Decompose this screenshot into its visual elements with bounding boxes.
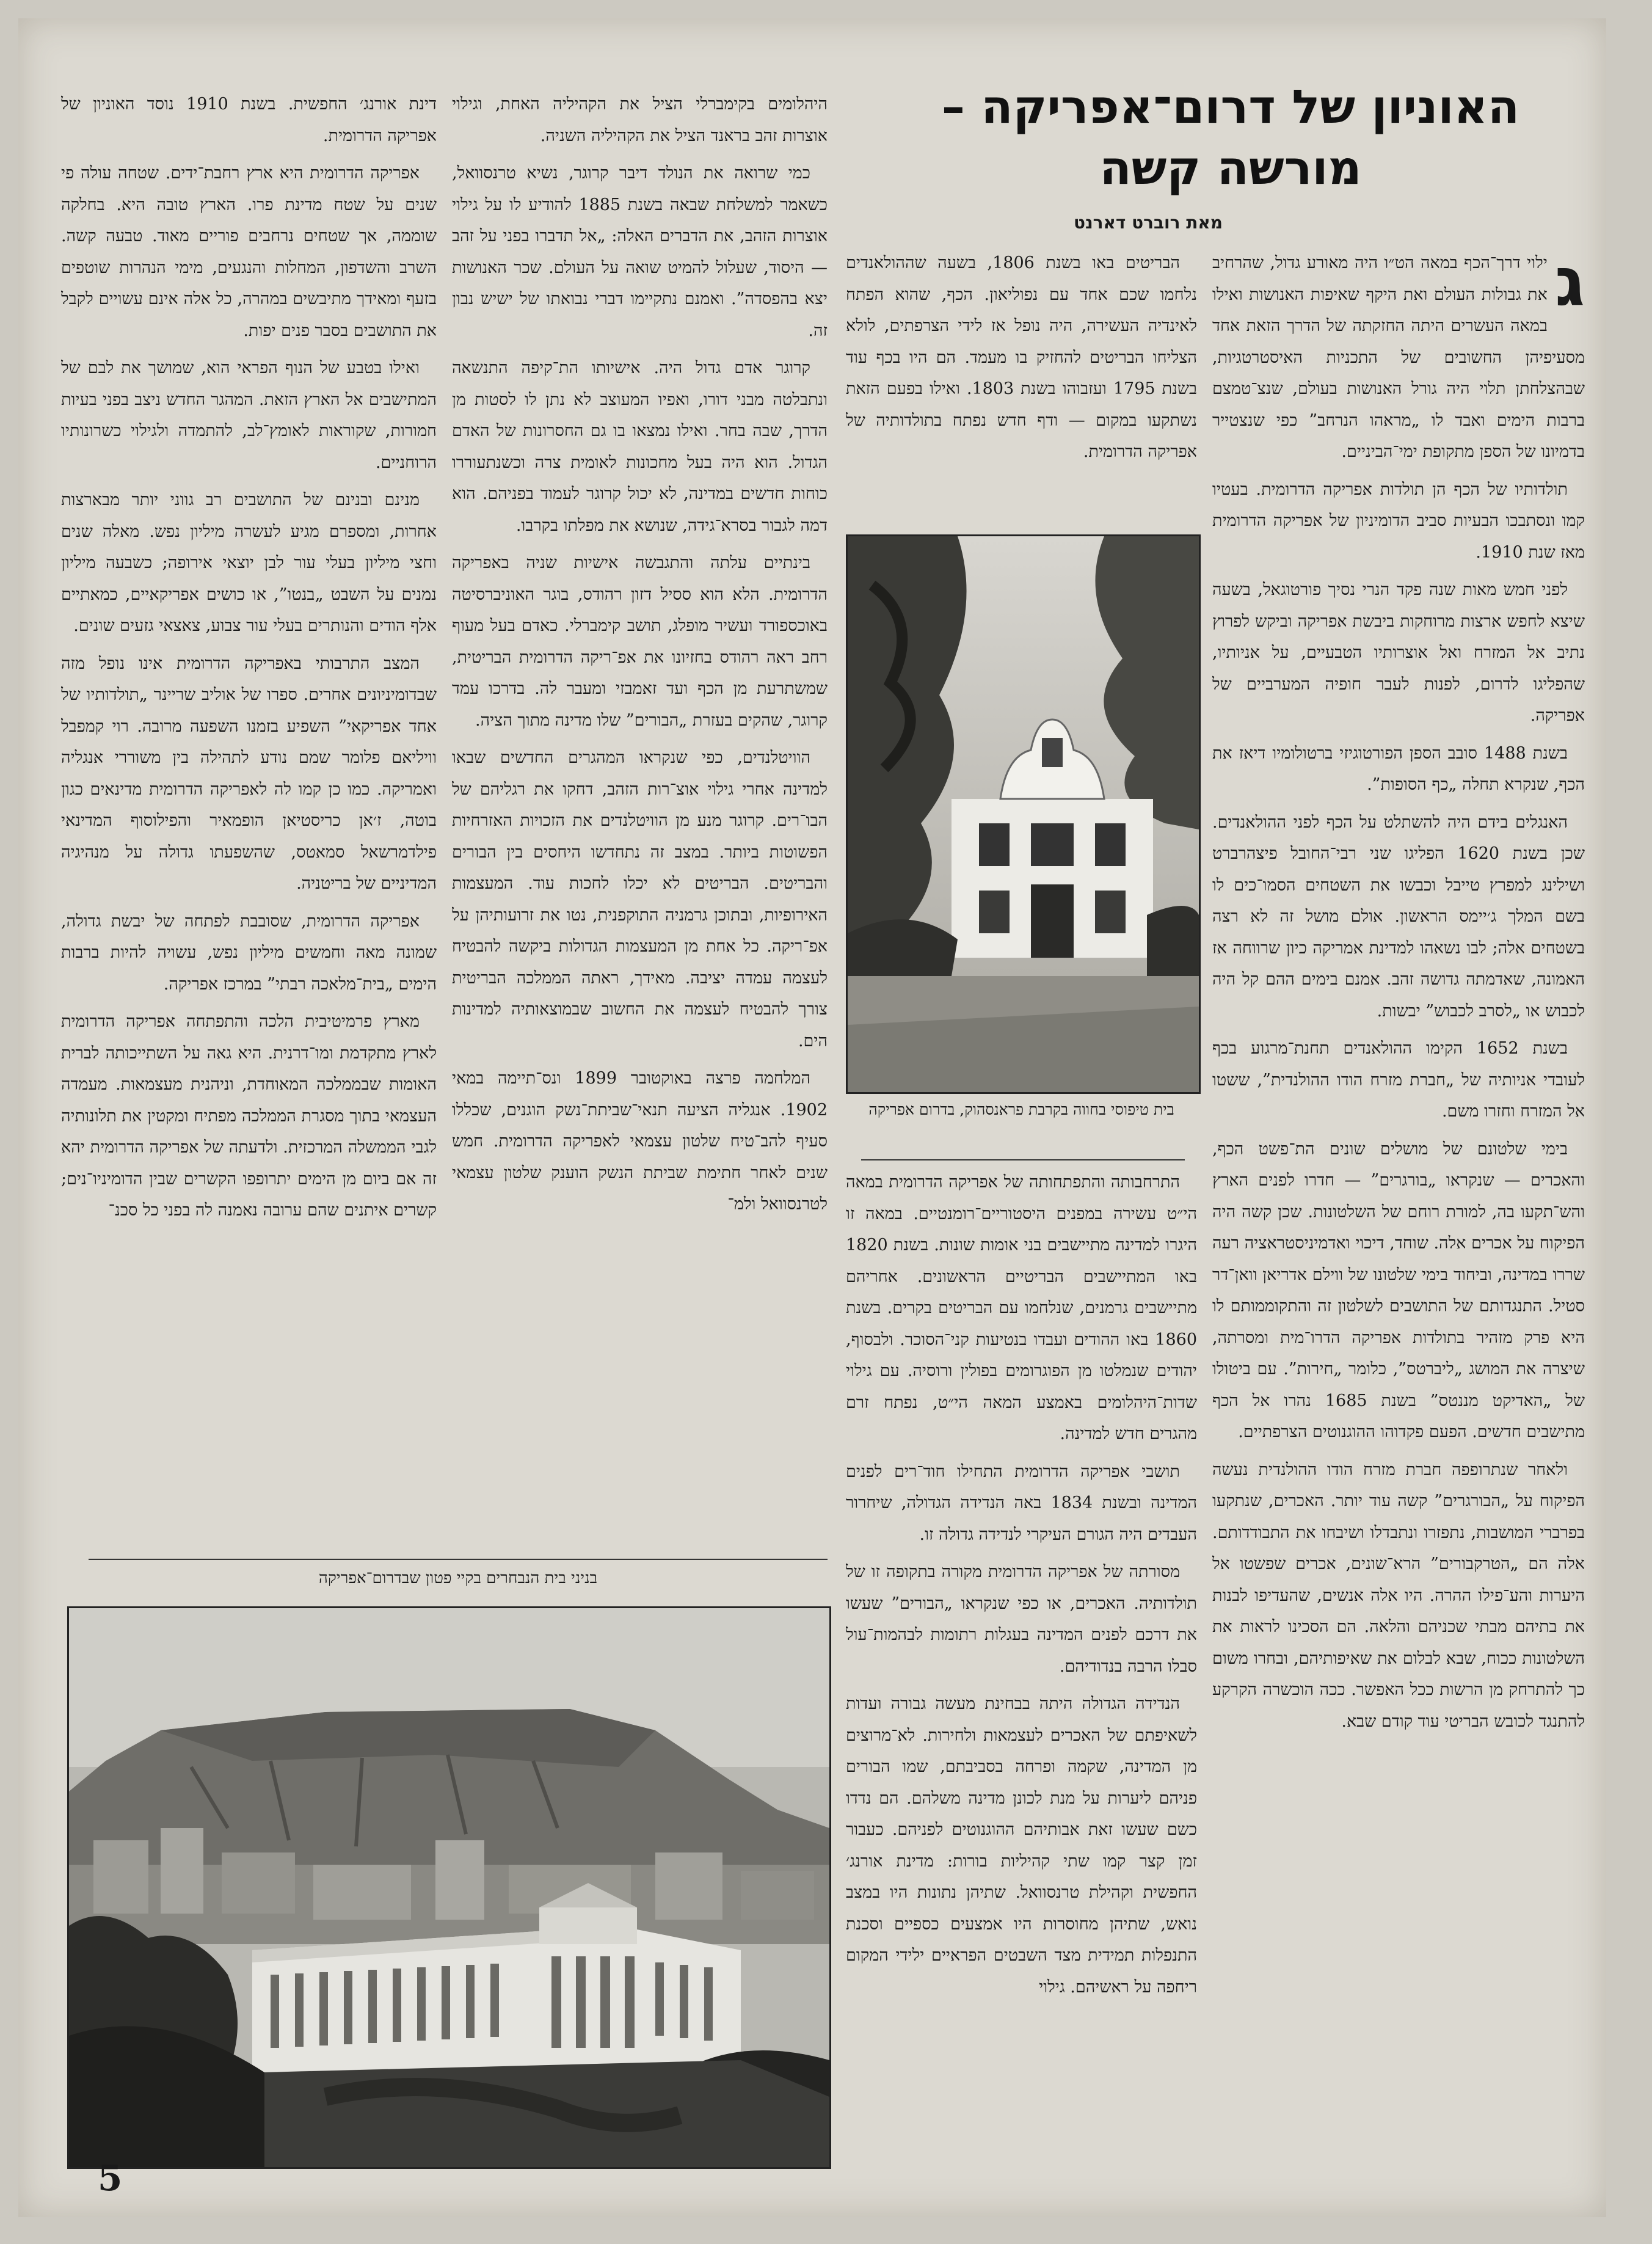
- paragraph: מסורתה של אפריקה הדרומית מקורה בתקופה זו של תולדותיה. האכרים, או כפי שנקראו „הבורים” שעשו את דרכם לפנים המדינה בעגלות רתומות לבהמות־עול סבלו הרבה בנדודיהם.: [846, 1562, 1197, 1676]
- title-line-1: האוניון של דרום־אפריקה –: [941, 79, 1520, 134]
- paragraph: הבריטים באו בשנת 1806, בשעה שההולאנדים נלחמו שכם אחד עם נפוליאון. הכף, שהוא הפתח לאינדיה העשירה, היה נופל אז לידי הצרפתים, לולא הצליחו הבריטים להחזיק בו מעמד. הם היו בכף עוד בשנת 1795 ועזבוהו בשנת 1803. ואילו בפעם הזאת נשתקעו במקום — ודף חדש נפתח בתולדותיה של אפריקה הדרומית.: [846, 253, 1197, 461]
- paragraph: דינת אורנג׳ החפשית. בשנת 1910 נוסד האוניון של אפריקה הדרומית.: [61, 95, 437, 145]
- parliament-image: [69, 1608, 829, 2167]
- caption-divider: [861, 1159, 1185, 1160]
- farmhouse-image: [848, 536, 1199, 1092]
- paragraph: הוויטלנדים, כפי שנקראו המהגרים החדשים שבאו למדינה אחרי גילוי אוצ־רות הזהב, דחקו את רגליהם של הבו־רים. קרוגר מנע מן הוויטלנדים את הזכויות האזרחיות הפשוטות ביותר. במצב זה נתחדשו היחסים בין הבורים והבריטים. הבריטים לא יכלו לחכות עוד. המעצמות האירופיות, ובתוכן גרמניה התוקפנית, נטו את זרועותיהן על אפ־ריקה. כל אחת מן המעצמות הגדולות ביקשה להבטיח לעצמה עמדה יציבה. מאידך, ראתה הממלכה הבריטית צורך להבטיח לעצמה את החשוב שבמוצאותיה למדינות הים.: [452, 748, 828, 1051]
- magazine-page: [18, 18, 1606, 2217]
- paragraph: אפריקה הדרומית, שסובבת לפתחה של יבשת גדולה, שמונה מאה וחמשים מיליון נפש, עשויה להיות ברבות הימים „בית־מלאכה רבתי” במרכז אפריקה.: [61, 911, 437, 994]
- paragraph: מארץ פרמיטיבית הלכה והתפתחה אפריקה הדרומית לארץ מתקדמת ומו־דרנית. היא גאה על השתייכותה לברית האומות שבממלכה המאוחדת, וניהנית מעצמאות. מעמדה העצמאי בתוך מסגרת הממלכה מפתיח ומקטין את תלונותיה לגבי הממשלה המרכזית. ולדעתה של אפריקה הדרומית יהא זה אם ביום מן הימים יתרופפו הקשרים שבין הדומיניו־נים; קשרים איתנים שהם ערובה נאמנה לה בפני כל סכנ־: [61, 1012, 437, 1220]
- paragraph: היהלומים בקימברלי הציל את הקהיליה האחת, וגילוי אוצרות זהב בראנד הציל את הקהיליה השניה.: [452, 95, 828, 145]
- paragraph: הנדידה הגדולה היתה בבחינת מעשה גבורה ועדות לשאיפתם של האכרים לעצמאות ולחירות. לא־מרוצים מן המדינה, שקמה ופרחה בסביבתם, שמו הבורים פניהם ליערות על מנת לכונן מדינה משלהם. הם נדדו כשם שעשו זאת אבותיהם ההוגנוטים לפניהם. כעבור זמן קצר קמו שתי קהיליות בורות: מדינת אורנג׳ החפשית וקהילת טרנסוואל. שתיהן נתונות היו במצב נואש, שתיהן מחוסרות היו אמצעים כספיים וסכנת התנפלות תמידית מצד השבטים הפראיים ילידי המקום ריחפה על ראשיהם. גילוי: [846, 1694, 1197, 1997]
- paragraph: ילוי דרך־הכף במאה הט״ו היה מאורע גדול, שהרחיב את גבולות העולם ואת היקף שאיפות האנושות ואילו במאה העשרים היתה החזקתה של הדרך הזאת אחד מסעיפיהן החשובים של התכניות האיסטרטגיות, שבהצלחתן תלוי היה גורל האנושות בעולם, שנצ־טמצם ברבות הימים ואבד לו „מראהו הנרחב” כפי שנצטייר בדמיונו של הספן מתקופת ימי־הביניים.: [1212, 253, 1585, 461]
- paragraph: תושבי אפריקה הדרומית התחילו חוד־רים לפנים המדינה ובשנת 1834 באה הנדידה הגדולה, שיחרור העבדים היה הגורם העיקרי לנדידה גדולה זו.: [846, 1462, 1197, 1544]
- paragraph: התרחבותה והתפתחותה של אפריקה הדרומית במאה הי״ט עשירה במפנים היסטוריים־רומנטיים. במאה זו היגרו למדינה מתיישבים בני אומות שונות. בשנת 1820 באו המתיישבים הבריטיים הראשונים. אחריהם מתיישבים גרמנים, שנלחמו עם הבריטים בקרים. בשנת 1860 באו ההודים ועבדו בנטיעות קני־הסוכר. ולבסוף, יהודים שנמלטו מן הפוגרומים בפולין ורוסיה. עם גילוי שדות־היהלומים באמצע המאה הי״ט, נפתח זרם מהגרים חדש למדינה.: [846, 1173, 1197, 1443]
- paragraph: אפריקה הדרומית היא ארץ רחבת־ידים. שטחה עולה פי שנים על שטח מדינת פרו. הארץ טובה היא. בחלקה שוממה, אך שטחים נרחבים פוריים מאוד. טבעה קשה. השרב והשדפון, המחלות והנגעים, מימי הנהרות שוטפים בזעף ומאידך מתיבשים במהרה, כל אלה אינם עשויים לקבל את התושבים בסבר פנים יפות.: [61, 164, 437, 340]
- byline: מאת רוברט דארנט: [1073, 213, 1223, 233]
- page-number: 5: [98, 2157, 123, 2199]
- parliament-photo: [67, 1606, 831, 2169]
- paragraph: בשנת 1488 סובב הספן הפורטוגיזי ברטולומיו דיאז את הכף, שנקרא תחלה „כף הסופות”.: [1212, 743, 1585, 794]
- paragraph: ואילו בטבע של הנוף הפראי הוא, שמושך את לבם של המתישבים אל הארץ הזאת. המהגר החדש ניצב בפני בעיות חמורות, שקוראות לאומץ־לב, להתמדה ולגילוי כשרונותיו הרוחניים.: [61, 359, 437, 472]
- paragraph: בינתיים עלתה והתגבשה אישיות שניה באפריקה הדרומית. הלא הוא ססיל דזון רהודס, בוגר האוניברסיטה באוכספורד ועשיר מופלג, תושב קימברלי. כאדם בעל מעוף רחב ראה רהודס בחזיונו את אפ־ריקה הדרומית הבריטית, שמשתרעת מן הכף ועד זאמבזי ומעבר לה. בדרכו עמד קרוגר, שהקים בעזרת „הבורים” שלו מדינה מתוך הציה.: [452, 553, 828, 730]
- title-line-2: מורשה קשה: [1099, 140, 1362, 195]
- paragraph: בימי שלטונם של מושלים שונים הת־פשט הכף, והאכרים — שנקראו „בורגרים” — חדרו לפנים הארץ והש־תקעו בה, למורת רוחם של השלטונות. שכן קשה היה הפיקוח על אכרים אלה. שוחד, דיכוי ואדמיניסטראציה רעה שררו במדינה, וביחוד בימי שלטונו של ווילם אדריאן וואן־דר סטיל. התנגדותם של התושבים לשלטון זה והתקוממותם לו היא פרק מזהיר בתולדות אפריקה הדרו־מית ומסרתה, שיצרה את המושג „ליברטס”, כלומר „חירות”. עם ביטולו של „האדיקט מננטס” בשנת 1685 נהרו אל הכף מתישבים חדשים. הפעם פקדוהו ההוגנוטים הצרפתיים.: [1212, 1139, 1585, 1441]
- farmhouse-photo-caption: בית טיפוסי בחווה בקרבת פראנסהוק, בדרום אפריקה: [868, 1101, 1174, 1118]
- paragraph: ולאחר שנתרופפה חברת מזרח הודו ההולנדית נעשה הפיקוח על „הבורגרים” קשה עוד יותר. האכרים, שנתקעו בפרברי המושבות, נתפזרו ונתבדלו ושיבחו את התבודדותם. אלה הם „הטרקבורים” הרא־שונים, אכרים שפשטו אל היערות והע־פילו ההרה. היו אלה אנשים, שהעדיפו לבנות את בתיהם מבתי שכניהם והלאה. הם הסכינו לראות את השלטונות ככוח, שבא לבלום את שאיפותיהם, ובחרו משום כך להתרחק מן הרשות ככל האפשר. ככה הוכשרה הקרקע להתנגד לכובש הבריטי עוד קודם שבא.: [1212, 1460, 1585, 1731]
- paragraph: בשנת 1652 הקימו ההולאנדים תחנת־מרגוע בכף לעובדי אניותיה של „חברת מזרח הודו ההולנדית”, ששטו אל המזרח וחזרו משם.: [1212, 1039, 1585, 1121]
- paragraph: קרוגר אדם גדול היה. אישיותו הת־קיפה התנשאה ונתבלטה מבני דורו, ואפיו המעוצב לא נתן לו לסטות מן הדרך, שבה בחר. ואילו נמצאו בו גם החסרונות של האדם הגדול. הוא היה בעל מחכונות לאומית צרה וכשנתעוררו כוחות חדשים במדינה, לא יכול קרוגר לעמוד בפניהם. הוא דמה לגבור בסרא־גידה, שנושא את מפלתו בקרבו.: [452, 359, 828, 535]
- paragraph: מנינם ובנינם של התושבים רב גווני יותר מבארצות אחרות, ומספרם מגיע לעשרה מיליון נפש. מאלה שנים וחצי מיליון בעלי עור לבן יוצאי אירופה; כשבעה מיליון נמנים על השבט „בנטו”, או כושים אפריקאיים, כמאתיים אלף הודים והנותרים בעלי עור צבוע, צאצאי גזעים שונים.: [61, 490, 437, 635]
- paragraph: לפני חמש מאות שנה פקד הנרי נסיך פורטוגאל, בשעה שיצא לחפש ארצות מרוחקות ביבשת אפריקה וביקש לפרוץ נתיב אל המזרח ואל אוצרותיו הטבעיים, על אניותיו, שהפליגו לדרום, לפנות לעבר חופיה המערביים של אפריקה.: [1212, 580, 1585, 725]
- article-title: [864, 76, 1597, 199]
- drop-cap: ג: [1554, 247, 1585, 321]
- farmhouse-photo: [846, 534, 1201, 1094]
- paragraph: המצב התרבותי באפריקה הדרומית אינו נופל מזה שבדומיניונים אחרים. ספרו של אוליב שריינר „תולדותיו של אחד אפריקאי” השפיע בזמנו השפעה מרובה. רוי קמפבל וויליאם פלומר שמם נודע לתהילה בין משוררי אנגליה ואמריקה. כמו כן קמו לה לאפריקה הדרומית מדינאים כגון בוטה, ז׳אן כריסטיאן הופמאיר והפילוסוף המדינאי פילדמרשאל סמאטס, שהשפעתו גדולה על מנהיגיה המדיניים של בריטניה.: [61, 654, 437, 893]
- paragraph: האנגלים בידם היה להשתלט על הכף לפני ההולאנדים. שכן בשנת 1620 הפליגו שני רבי־החובל פיצהרברט ושילינג למפרץ טייבל וכבשו את השטחים הסמו־כים לו בשם המלך ג׳יימס הראשון. אולם מושל זה לא רצה בשטחים אלה; לבו נשאהו למדינת אמריקה כיון שרווחה אז האמונה, שאדמתה גדושה זהב. אמנם בימים ההם קל היה לכבוש או „לסרב לכבוש” יבשות.: [1212, 812, 1585, 1021]
- paragraph: המלחמה פרצה באוקטובר 1899 ונס־תיימה במאי 1902. אנגליה הציעה תנאי־שביתת־נשק הוגנים, שכללו סעיף להב־טיח שלטון עצמאי לאפריקה הדרומית. חמש שנים לאחר חתימת שביתת הנשק הוענק שלטון עצמאי לטרנסוואל ולמ־: [452, 1069, 828, 1214]
- parliament-photo-caption: בניני בית הנבחרים בקיי פטון שבדרום־אפריקה: [318, 1569, 598, 1587]
- article-column-2-top: [846, 247, 1197, 528]
- article-column-2-bottom: [846, 1167, 1197, 2177]
- article-column-1: [1212, 247, 1585, 2177]
- paragraph: תולדותיו של הכף הן תולדות אפריקה הדרומית. בעטיו קמו ונסתבכו הבעיות סביב הדומיניון של אפריקה הדרומית מאז שנת 1910.: [1212, 479, 1585, 562]
- article-column-3: [452, 89, 828, 1551]
- article-column-4: [61, 89, 437, 1551]
- paragraph: כמי שרואה את הנולד דיבר קרוגר, נשיא טרנסוואל, כשאמר למשלחת שבאה בשנת 1885 להודיע לו על גילוי אוצרות הזהב, את הדברים האלה: „אל תדברו בפני על זהב — היסוד, שעלול להמיט שואה על העולם. שכר האנושות יצא בהפסדה”. ואמנם נתקיימו דברי נבואתו של ישיש נבון זה.: [452, 164, 828, 340]
- photo-divider: [89, 1559, 828, 1560]
